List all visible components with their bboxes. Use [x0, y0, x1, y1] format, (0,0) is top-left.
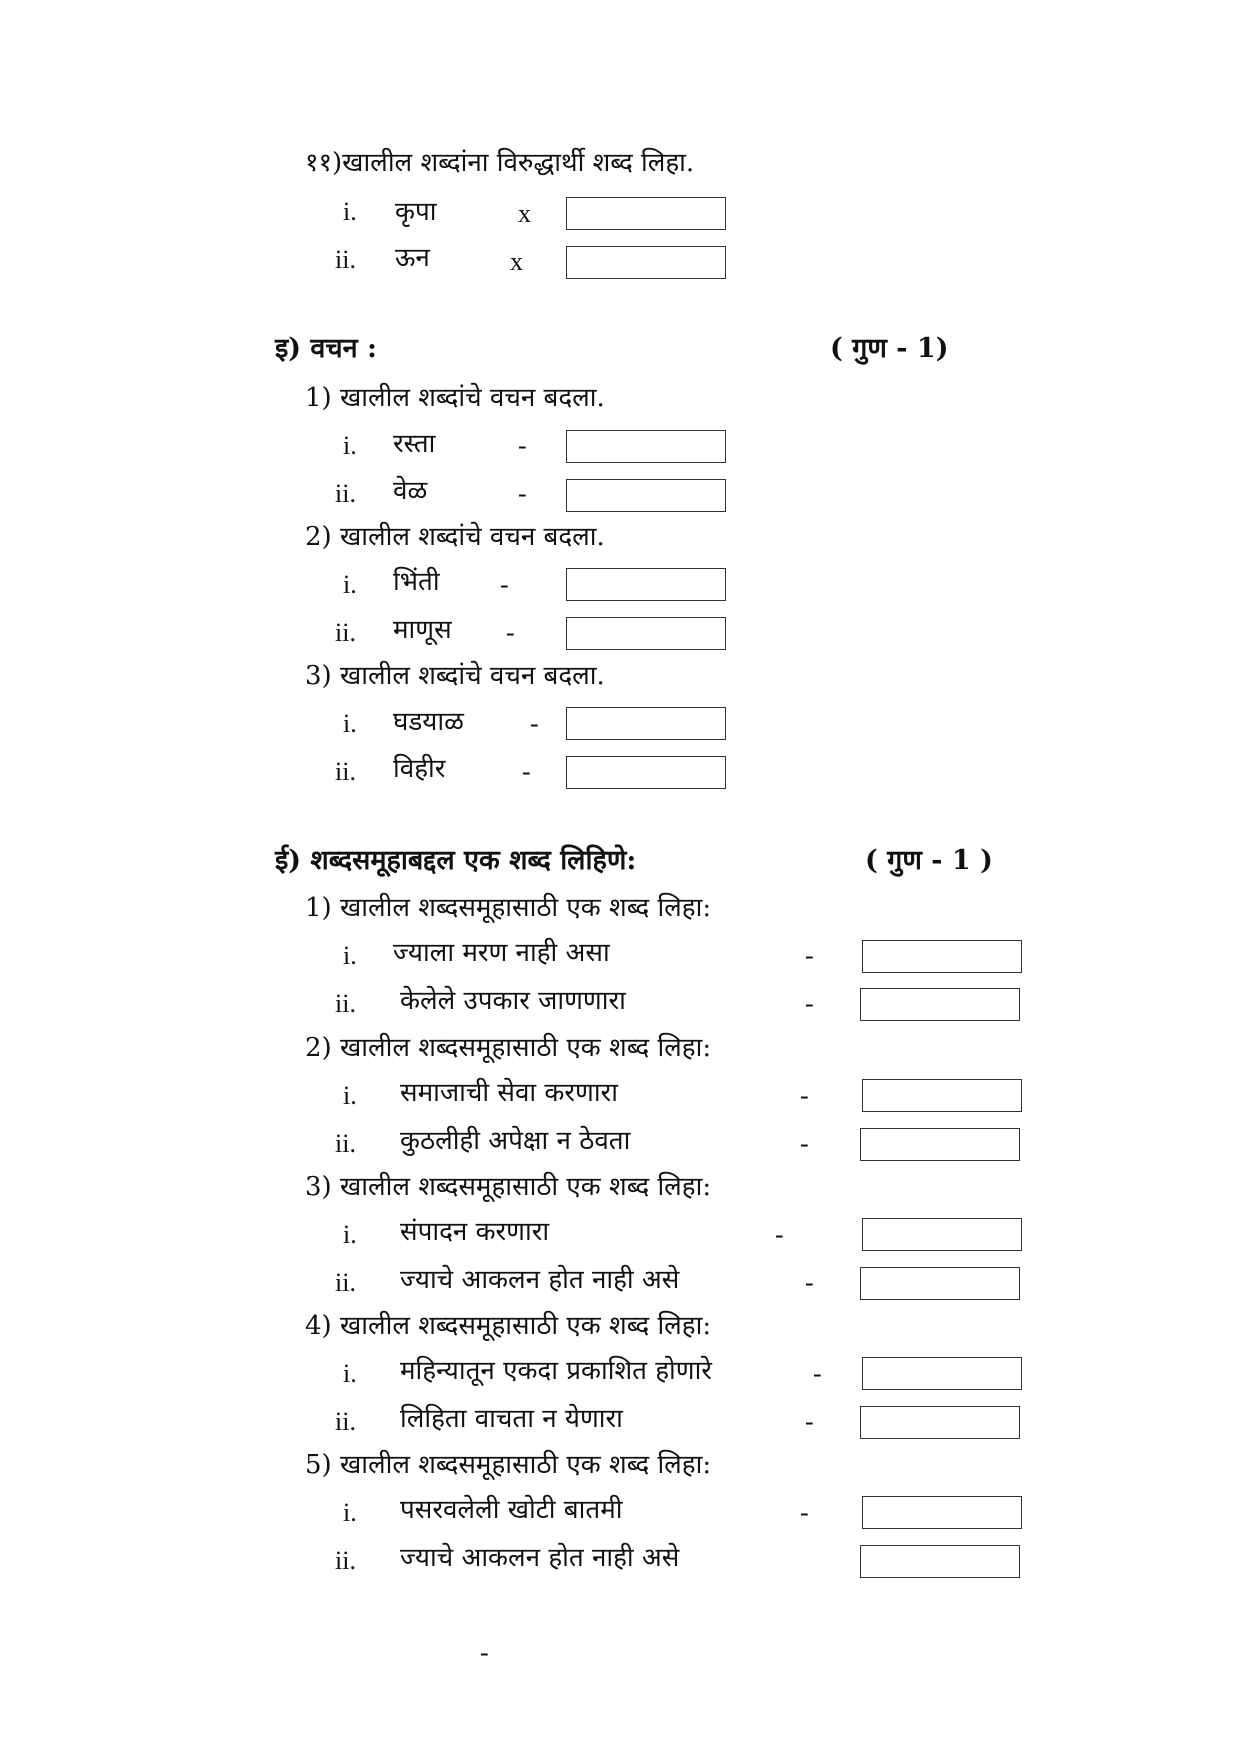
section-e-q2-title: 2) खालील शब्दांचे वचन बदला.: [305, 522, 605, 552]
answer-box[interactable]: [566, 756, 726, 789]
item-sep: -: [800, 1129, 809, 1158]
item-num: i.: [343, 1498, 357, 1527]
item-sep: -: [506, 618, 515, 647]
section-ee-q5-title: 5) खालील शब्दसमूहासाठी एक शब्द लिहा:: [305, 1450, 712, 1480]
answer-box[interactable]: [566, 197, 726, 230]
answer-box[interactable]: [566, 617, 726, 650]
item-sep: -: [775, 1220, 784, 1249]
item-sep: -: [522, 757, 531, 786]
item-phrase: समाजाची सेवा करणारा: [400, 1078, 618, 1108]
answer-box[interactable]: [566, 568, 726, 601]
item-phrase: ज्याचे आकलन होत नाही असे: [400, 1265, 680, 1295]
item-sep: -: [800, 1498, 809, 1527]
item-num: ii.: [335, 757, 356, 786]
item-sep: -: [500, 570, 509, 599]
section-ee-q2-title: 2) खालील शब्दसमूहासाठी एक शब्द लिहा:: [305, 1033, 712, 1063]
footer-mark: -: [480, 1638, 489, 1667]
section-ee-q4-title: 4) खालील शब्दसमूहासाठी एक शब्द लिहा:: [305, 1311, 712, 1341]
item-num: i.: [343, 431, 357, 460]
item-phrase: ज्याचे आकलन होत नाही असे: [400, 1543, 680, 1573]
section-ee-title: ई) शब्दसमूहाबद्दल एक शब्द लिहिणे:: [275, 845, 637, 876]
item-num: ii.: [335, 1546, 356, 1575]
q11-item-1-sep: x: [518, 199, 531, 228]
q11-item-2-word: ऊन: [395, 243, 430, 273]
answer-box[interactable]: [862, 1218, 1022, 1251]
answer-box[interactable]: [862, 1357, 1022, 1390]
answer-box[interactable]: [860, 1406, 1020, 1439]
answer-box[interactable]: [860, 988, 1020, 1021]
item-sep: -: [518, 479, 527, 508]
item-sep: -: [805, 989, 814, 1018]
item-num: i.: [343, 1081, 357, 1110]
item-num: ii.: [335, 479, 356, 508]
q11-item-1-word: कृपा: [395, 197, 437, 227]
answer-box[interactable]: [566, 707, 726, 740]
section-ee-q1-title: 1) खालील शब्दसमूहासाठी एक शब्द लिहा:: [305, 893, 712, 923]
section-e-title: इ) वचन :: [275, 333, 377, 364]
item-num: ii.: [335, 618, 356, 647]
section-e-q1-title: 1) खालील शब्दांचे वचन बदला.: [305, 383, 605, 413]
item-sep: -: [805, 941, 814, 970]
section-ee-q3-title: 3) खालील शब्दसमूहासाठी एक शब्द लिहा:: [305, 1172, 712, 1202]
item-num: ii.: [335, 1268, 356, 1297]
section-e-q3-title: 3) खालील शब्दांचे वचन बदला.: [305, 661, 605, 691]
item-word: घडयाळ: [393, 707, 464, 737]
item-phrase: ज्याला मरण नाही असा: [393, 938, 610, 968]
item-phrase: संपादन करणारा: [400, 1217, 550, 1247]
item-phrase: महिन्यातून एकदा प्रकाशित होणारे: [400, 1356, 712, 1386]
item-sep: -: [805, 1407, 814, 1436]
q11-item-2-sep: x: [510, 247, 523, 276]
answer-box[interactable]: [566, 430, 726, 463]
answer-box[interactable]: [860, 1128, 1020, 1161]
item-phrase: लिहिता वाचता न येणारा: [400, 1404, 623, 1434]
item-sep: -: [530, 709, 539, 738]
q11-item-1-num: i.: [343, 197, 357, 226]
item-sep: -: [518, 431, 527, 460]
item-num: ii.: [335, 1407, 356, 1436]
item-word: वेळ: [393, 476, 428, 506]
item-num: ii.: [335, 1129, 356, 1158]
section-e-marks: ( गुण - 1): [830, 333, 949, 364]
item-num: i.: [343, 941, 357, 970]
item-word: विहीर: [393, 754, 446, 784]
item-num: i.: [343, 1220, 357, 1249]
item-num: i.: [343, 570, 357, 599]
item-phrase: पसरवलेली खोटी बातमी: [400, 1495, 623, 1525]
answer-box[interactable]: [566, 479, 726, 512]
item-word: भिंती: [393, 567, 440, 597]
answer-box[interactable]: [860, 1267, 1020, 1300]
answer-box[interactable]: [862, 940, 1022, 973]
q11-title: ११)खालील शब्दांना विरुद्धार्थी शब्द लिहा.: [305, 148, 695, 178]
item-sep: -: [813, 1359, 822, 1388]
answer-box[interactable]: [862, 1079, 1022, 1112]
item-sep: -: [800, 1081, 809, 1110]
item-num: ii.: [335, 989, 356, 1018]
item-phrase: केलेले उपकार जाणणारा: [400, 986, 626, 1016]
item-num: i.: [343, 1359, 357, 1388]
answer-box[interactable]: [860, 1545, 1020, 1578]
answer-box[interactable]: [566, 246, 726, 279]
item-word: माणूस: [393, 615, 452, 645]
item-sep: -: [805, 1268, 814, 1297]
item-num: i.: [343, 709, 357, 738]
item-word: रस्ता: [393, 429, 436, 459]
item-phrase: कुठलीही अपेक्षा न ठेवता: [400, 1126, 631, 1156]
q11-item-2-num: ii.: [335, 245, 356, 274]
answer-box[interactable]: [862, 1496, 1022, 1529]
section-ee-marks: ( गुण - 1 ): [865, 845, 993, 876]
